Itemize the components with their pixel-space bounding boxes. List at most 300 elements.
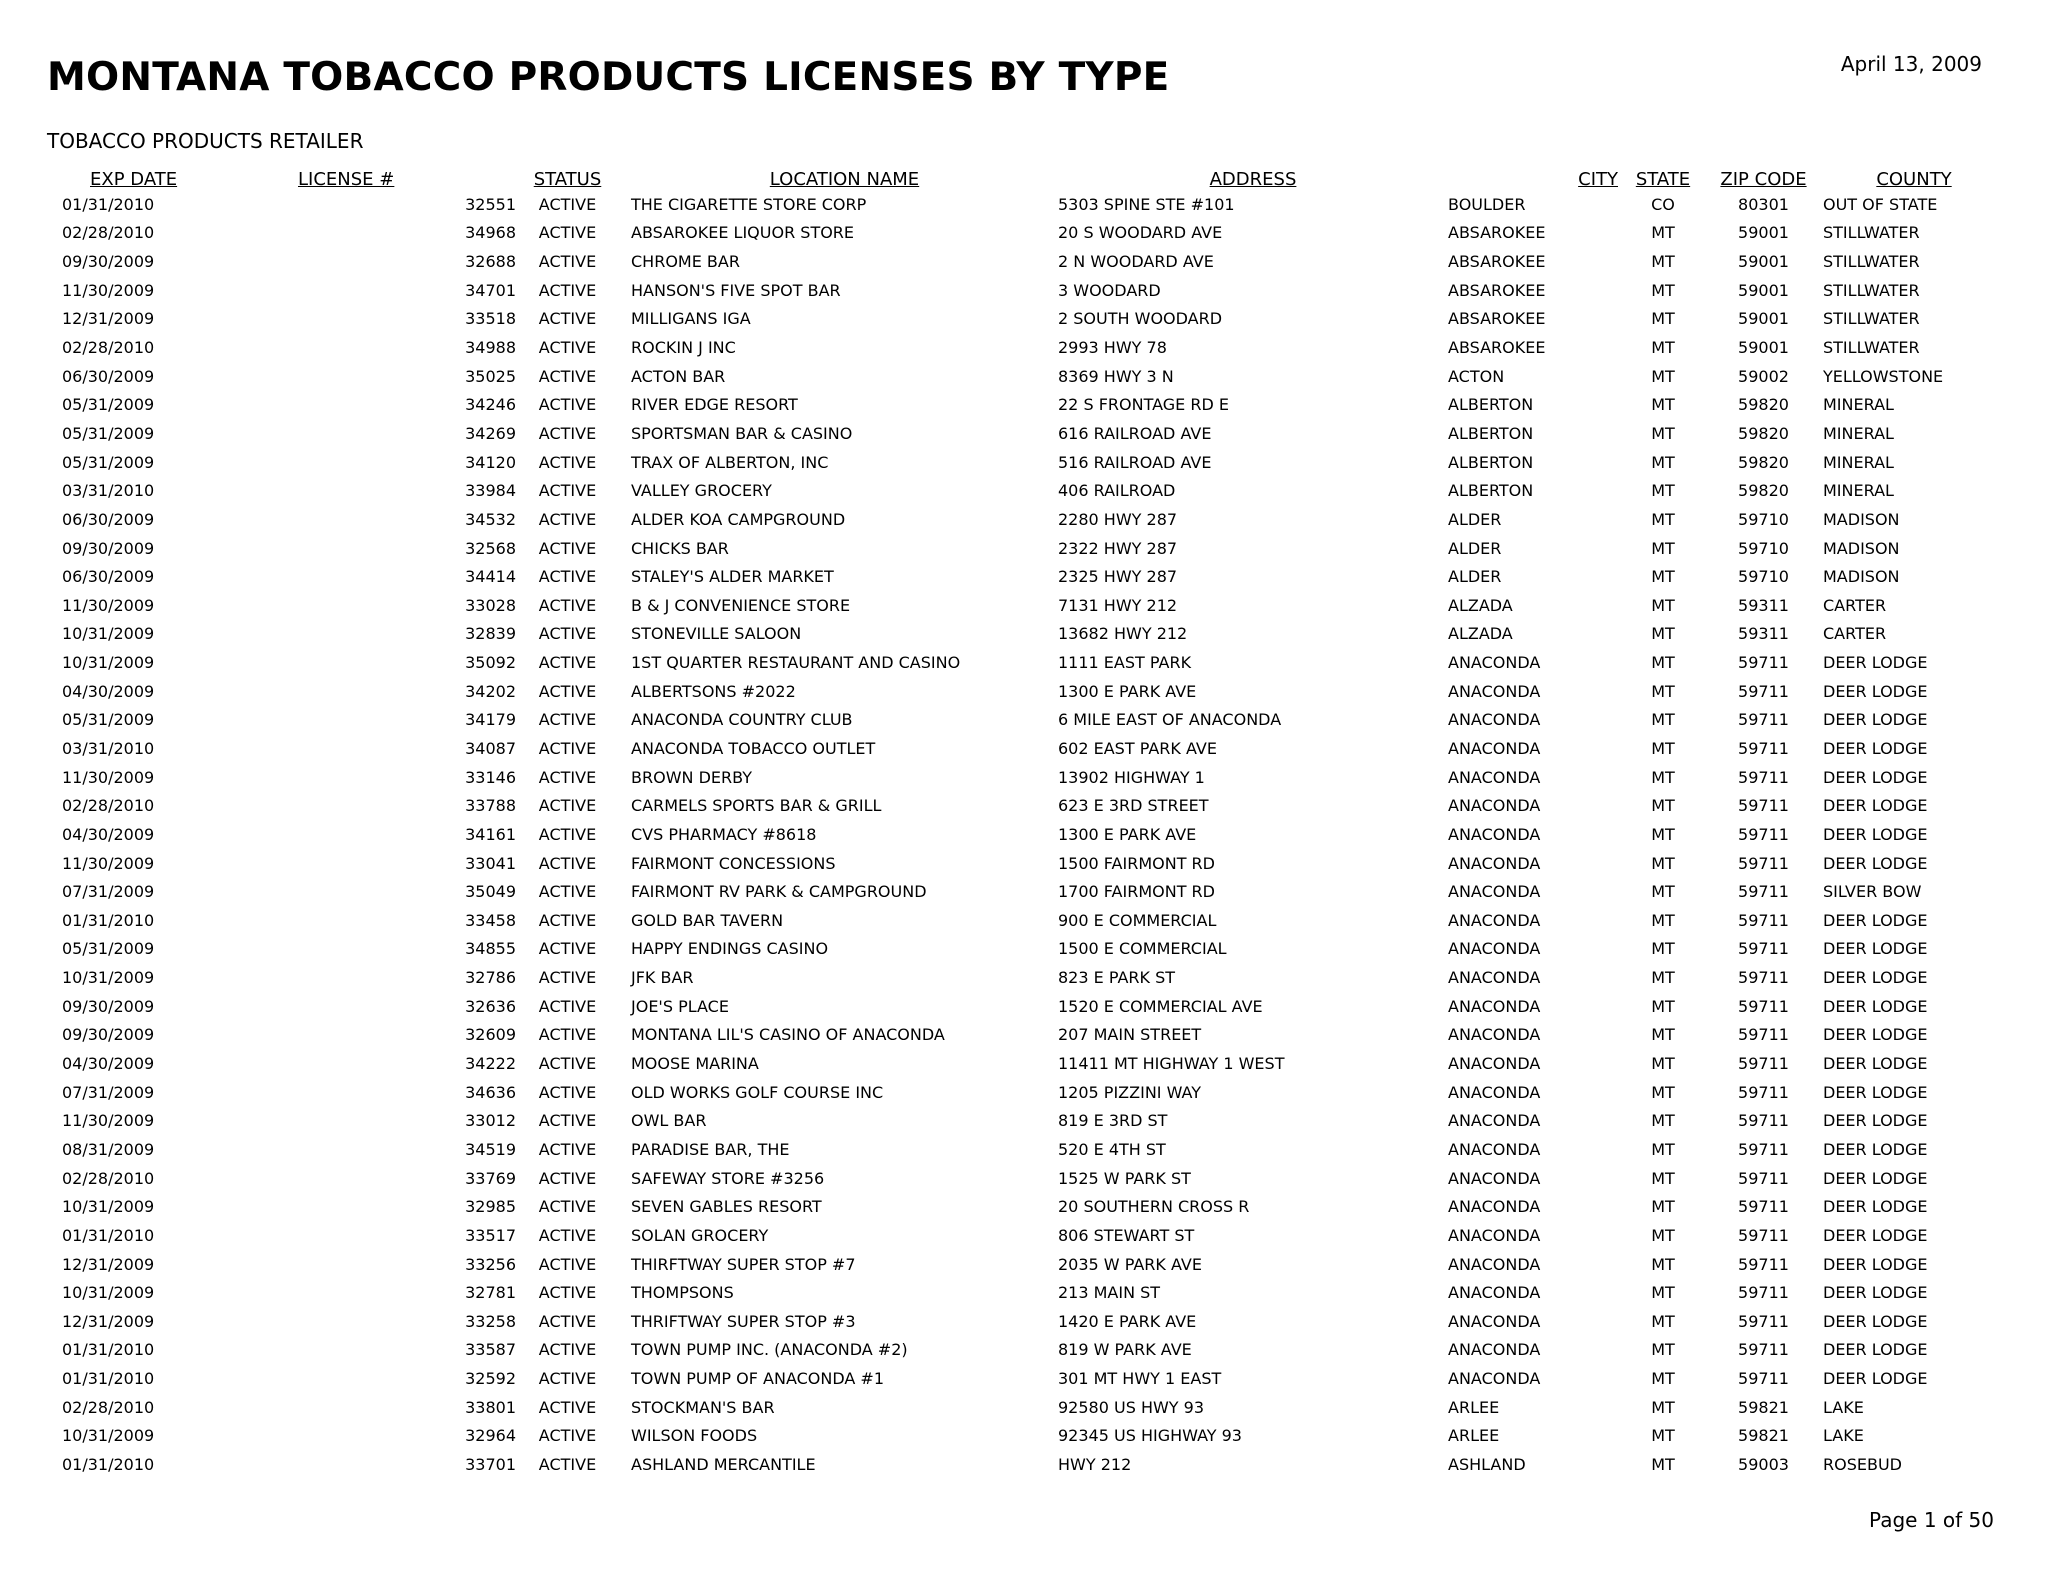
location-name-cell: BROWN DERBY xyxy=(631,767,752,787)
state-cell: MT xyxy=(1651,910,1675,930)
county-cell: DEER LODGE xyxy=(1823,1225,1928,1245)
state-cell: MT xyxy=(1651,223,1675,243)
license-cell: 33769 xyxy=(465,1168,516,1188)
address-cell: 1111 EAST PARK xyxy=(1058,653,1192,673)
status-cell: ACTIVE xyxy=(538,767,597,787)
zip-code-cell: 59821 xyxy=(1738,1397,1789,1417)
county-cell: MINERAL xyxy=(1823,452,1894,472)
status-cell: ACTIVE xyxy=(538,1197,597,1217)
zip-code-cell: 59001 xyxy=(1738,252,1789,272)
city-cell: ALZADA xyxy=(1448,624,1513,644)
address-cell: 2993 HWY 78 xyxy=(1058,338,1167,358)
table-row xyxy=(45,1221,2005,1250)
address-cell: 1420 E PARK AVE xyxy=(1058,1311,1197,1331)
exp-date-cell: 06/30/2009 xyxy=(62,509,155,529)
exp-date-cell: 10/31/2009 xyxy=(62,968,155,988)
table-row xyxy=(45,505,2005,534)
state-cell: MT xyxy=(1651,1054,1675,1074)
city-cell: ANACONDA xyxy=(1448,738,1541,758)
license-cell: 34701 xyxy=(465,280,516,300)
zip-code-cell: 59001 xyxy=(1738,223,1789,243)
location-name-cell: GOLD BAR TAVERN xyxy=(631,910,784,930)
column-header-zip-code: ZIP CODE xyxy=(1720,169,1807,190)
table-row xyxy=(45,1135,2005,1164)
zip-code-cell: 59711 xyxy=(1738,824,1789,844)
column-header-status: STATUS xyxy=(533,169,602,190)
city-cell: ABSAROKEE xyxy=(1448,309,1546,329)
page-title: MONTANA TOBACCO PRODUCTS LICENSES BY TYPE xyxy=(47,55,1170,100)
status-cell: ACTIVE xyxy=(538,252,597,272)
exp-date-cell: 10/31/2009 xyxy=(62,653,155,673)
status-cell: ACTIVE xyxy=(538,1054,597,1074)
state-cell: MT xyxy=(1651,653,1675,673)
status-cell: ACTIVE xyxy=(538,1455,597,1474)
license-cell: 32781 xyxy=(465,1283,516,1303)
exp-date-cell: 02/28/2010 xyxy=(62,1168,155,1188)
license-cell: 33518 xyxy=(465,309,516,329)
county-cell: MINERAL xyxy=(1823,395,1894,415)
status-cell: ACTIVE xyxy=(538,853,597,873)
county-cell: DEER LODGE xyxy=(1823,1254,1928,1274)
address-cell: 1520 E COMMERCIAL AVE xyxy=(1058,996,1263,1016)
location-name-cell: ANACONDA TOBACCO OUTLET xyxy=(631,738,876,758)
exp-date-cell: 05/31/2009 xyxy=(62,939,155,959)
zip-code-cell: 59711 xyxy=(1738,710,1789,730)
state-cell: MT xyxy=(1651,1283,1675,1303)
zip-code-cell: 59711 xyxy=(1738,1025,1789,1045)
address-cell: 2035 W PARK AVE xyxy=(1058,1254,1202,1274)
zip-code-cell: 59711 xyxy=(1738,1369,1789,1389)
zip-code-cell: 59003 xyxy=(1738,1455,1789,1474)
county-cell: STILLWATER xyxy=(1823,252,1920,272)
licenses-table xyxy=(45,164,2005,1479)
table-row xyxy=(45,1422,2005,1451)
state-cell: MT xyxy=(1651,595,1675,615)
license-cell: 34988 xyxy=(465,338,516,358)
zip-code-cell: 59820 xyxy=(1738,423,1789,443)
address-cell: 92345 US HIGHWAY 93 xyxy=(1058,1426,1242,1446)
exp-date-cell: 03/31/2010 xyxy=(62,481,155,501)
county-cell: DEER LODGE xyxy=(1823,1139,1928,1159)
county-cell: DEER LODGE xyxy=(1823,767,1928,787)
location-name-cell: PARADISE BAR, THE xyxy=(631,1139,790,1159)
city-cell: ANACONDA xyxy=(1448,1254,1541,1274)
exp-date-cell: 02/28/2010 xyxy=(62,1397,155,1417)
zip-code-cell: 59711 xyxy=(1738,653,1789,673)
exp-date-cell: 09/30/2009 xyxy=(62,538,155,558)
location-name-cell: HAPPY ENDINGS CASINO xyxy=(631,939,829,959)
status-cell: ACTIVE xyxy=(538,1025,597,1045)
status-cell: ACTIVE xyxy=(538,968,597,988)
state-cell: MT xyxy=(1651,538,1675,558)
column-header-exp-date: EXP DATE xyxy=(90,169,178,190)
state-cell: MT xyxy=(1651,738,1675,758)
address-cell: 819 W PARK AVE xyxy=(1058,1340,1192,1360)
location-name-cell: SAFEWAY STORE #3256 xyxy=(631,1168,825,1188)
county-cell: STILLWATER xyxy=(1823,223,1920,243)
city-cell: ANACONDA xyxy=(1448,1225,1541,1245)
city-cell: ANACONDA xyxy=(1448,796,1541,816)
exp-date-cell: 07/31/2009 xyxy=(62,882,155,902)
address-cell: 819 E 3RD ST xyxy=(1058,1111,1168,1131)
status-cell: ACTIVE xyxy=(538,423,597,443)
location-name-cell: THRIFTWAY SUPER STOP #3 xyxy=(631,1311,856,1331)
address-cell: 213 MAIN ST xyxy=(1058,1283,1161,1303)
state-cell: MT xyxy=(1651,1139,1675,1159)
address-cell: 1500 FAIRMONT RD xyxy=(1058,853,1215,873)
status-cell: ACTIVE xyxy=(538,624,597,644)
license-cell: 33517 xyxy=(465,1225,516,1245)
license-cell: 32688 xyxy=(465,252,516,272)
county-cell: MINERAL xyxy=(1823,481,1894,501)
address-cell: 8369 HWY 3 N xyxy=(1058,366,1174,386)
column-header-state: STATE xyxy=(1635,169,1691,190)
location-name-cell: TRAX OF ALBERTON, INC xyxy=(631,452,829,472)
location-name-cell: CHROME BAR xyxy=(631,252,740,272)
location-name-cell: OLD WORKS GOLF COURSE INC xyxy=(631,1082,884,1102)
license-cell: 34519 xyxy=(465,1139,516,1159)
location-name-cell: ALBERTSONS #2022 xyxy=(631,681,796,701)
city-cell: ALZADA xyxy=(1448,595,1513,615)
location-name-cell: ANACONDA COUNTRY CLUB xyxy=(631,710,853,730)
city-cell: ANACONDA xyxy=(1448,1025,1541,1045)
state-cell: MT xyxy=(1651,1111,1675,1131)
location-name-cell: SOLAN GROCERY xyxy=(631,1225,769,1245)
exp-date-cell: 11/30/2009 xyxy=(62,767,155,787)
state-cell: MT xyxy=(1651,824,1675,844)
exp-date-cell: 11/30/2009 xyxy=(62,853,155,873)
table-row xyxy=(45,620,2005,649)
state-cell: MT xyxy=(1651,1225,1675,1245)
zip-code-cell: 59820 xyxy=(1738,452,1789,472)
license-cell: 33028 xyxy=(465,595,516,615)
county-cell: SILVER BOW xyxy=(1823,882,1922,902)
license-cell: 34161 xyxy=(465,824,516,844)
exp-date-cell: 10/31/2009 xyxy=(62,1283,155,1303)
exp-date-cell: 01/31/2010 xyxy=(62,194,155,214)
address-cell: 3 WOODARD xyxy=(1058,280,1161,300)
license-cell: 34414 xyxy=(465,567,516,587)
county-cell: MADISON xyxy=(1823,567,1900,587)
license-cell: 34202 xyxy=(465,681,516,701)
county-cell: ROSEBUD xyxy=(1823,1455,1902,1474)
zip-code-cell: 59710 xyxy=(1738,509,1789,529)
address-cell: 2280 HWY 287 xyxy=(1058,509,1178,529)
table-row xyxy=(45,706,2005,735)
status-cell: ACTIVE xyxy=(538,1369,597,1389)
county-cell: STILLWATER xyxy=(1823,280,1920,300)
state-cell: MT xyxy=(1651,252,1675,272)
table-row xyxy=(45,648,2005,677)
status-cell: ACTIVE xyxy=(538,309,597,329)
state-cell: MT xyxy=(1651,796,1675,816)
state-cell: MT xyxy=(1651,1082,1675,1102)
zip-code-cell: 59711 xyxy=(1738,1197,1789,1217)
city-cell: ALBERTON xyxy=(1448,452,1534,472)
exp-date-cell: 06/30/2009 xyxy=(62,567,155,587)
exp-date-cell: 05/31/2009 xyxy=(62,452,155,472)
state-cell: MT xyxy=(1651,280,1675,300)
status-cell: ACTIVE xyxy=(538,595,597,615)
location-name-cell: ROCKIN J INC xyxy=(631,338,736,358)
status-cell: ACTIVE xyxy=(538,1082,597,1102)
zip-code-cell: 59711 xyxy=(1738,910,1789,930)
location-name-cell: 1ST QUARTER RESTAURANT AND CASINO xyxy=(631,653,961,673)
city-cell: ANACONDA xyxy=(1448,882,1541,902)
license-cell: 34855 xyxy=(465,939,516,959)
license-cell: 35049 xyxy=(465,882,516,902)
status-cell: ACTIVE xyxy=(538,939,597,959)
license-cell: 33587 xyxy=(465,1340,516,1360)
city-cell: ANACONDA xyxy=(1448,1369,1541,1389)
location-name-cell: THOMPSONS xyxy=(631,1283,734,1303)
license-cell: 32786 xyxy=(465,968,516,988)
county-cell: DEER LODGE xyxy=(1823,738,1928,758)
license-cell: 32592 xyxy=(465,1369,516,1389)
county-cell: YELLOWSTONE xyxy=(1823,366,1944,386)
table-row xyxy=(45,1192,2005,1221)
status-cell: ACTIVE xyxy=(538,1139,597,1159)
state-cell: MT xyxy=(1651,1311,1675,1331)
zip-code-cell: 59820 xyxy=(1738,481,1789,501)
state-cell: MT xyxy=(1651,882,1675,902)
county-cell: CARTER xyxy=(1823,624,1887,644)
city-cell: ANACONDA xyxy=(1448,1311,1541,1331)
zip-code-cell: 59001 xyxy=(1738,280,1789,300)
county-cell: DEER LODGE xyxy=(1823,1025,1928,1045)
state-cell: MT xyxy=(1651,939,1675,959)
license-cell: 34222 xyxy=(465,1054,516,1074)
license-cell: 34269 xyxy=(465,423,516,443)
table-row xyxy=(45,276,2005,305)
column-header-location-name: LOCATION NAME xyxy=(769,169,920,190)
exp-date-cell: 01/31/2010 xyxy=(62,1340,155,1360)
exp-date-cell: 01/31/2010 xyxy=(62,1225,155,1245)
license-cell: 34087 xyxy=(465,738,516,758)
location-name-cell: THE CIGARETTE STORE CORP xyxy=(631,194,867,214)
address-cell: HWY 212 xyxy=(1058,1455,1132,1474)
zip-code-cell: 59711 xyxy=(1738,1082,1789,1102)
exp-date-cell: 02/28/2010 xyxy=(62,796,155,816)
address-cell: 1300 E PARK AVE xyxy=(1058,824,1197,844)
state-cell: MT xyxy=(1651,366,1675,386)
status-cell: ACTIVE xyxy=(538,366,597,386)
address-cell: 22 S FRONTAGE RD E xyxy=(1058,395,1229,415)
license-cell: 32964 xyxy=(465,1426,516,1446)
zip-code-cell: 59711 xyxy=(1738,1168,1789,1188)
table-row xyxy=(45,390,2005,419)
license-cell: 33984 xyxy=(465,481,516,501)
county-cell: DEER LODGE xyxy=(1823,1054,1928,1074)
county-cell: DEER LODGE xyxy=(1823,910,1928,930)
state-cell: MT xyxy=(1651,309,1675,329)
license-cell: 33012 xyxy=(465,1111,516,1131)
address-cell: 1700 FAIRMONT RD xyxy=(1058,882,1215,902)
table-row xyxy=(45,1164,2005,1193)
status-cell: ACTIVE xyxy=(538,338,597,358)
location-name-cell: TOWN PUMP OF ANACONDA #1 xyxy=(631,1369,884,1389)
status-cell: ACTIVE xyxy=(538,509,597,529)
city-cell: ANACONDA xyxy=(1448,681,1541,701)
table-row xyxy=(45,562,2005,591)
location-name-cell: ABSAROKEE LIQUOR STORE xyxy=(631,223,855,243)
address-cell: 823 E PARK ST xyxy=(1058,968,1176,988)
state-cell: CO xyxy=(1651,194,1675,214)
column-header-license: LICENSE # xyxy=(298,169,395,190)
status-cell: ACTIVE xyxy=(538,1340,597,1360)
status-cell: ACTIVE xyxy=(538,681,597,701)
zip-code-cell: 59711 xyxy=(1738,1139,1789,1159)
city-cell: ANACONDA xyxy=(1448,1082,1541,1102)
city-cell: ANACONDA xyxy=(1448,710,1541,730)
zip-code-cell: 59821 xyxy=(1738,1426,1789,1446)
city-cell: ANACONDA xyxy=(1448,1197,1541,1217)
county-cell: STILLWATER xyxy=(1823,309,1920,329)
city-cell: ANACONDA xyxy=(1448,767,1541,787)
city-cell: ALBERTON xyxy=(1448,423,1534,443)
city-cell: ASHLAND xyxy=(1448,1455,1526,1474)
city-cell: ANACONDA xyxy=(1448,1054,1541,1074)
exp-date-cell: 12/31/2009 xyxy=(62,309,155,329)
exp-date-cell: 02/28/2010 xyxy=(62,338,155,358)
status-cell: ACTIVE xyxy=(538,882,597,902)
zip-code-cell: 59711 xyxy=(1738,939,1789,959)
county-cell: DEER LODGE xyxy=(1823,710,1928,730)
state-cell: MT xyxy=(1651,1197,1675,1217)
status-cell: ACTIVE xyxy=(538,538,597,558)
license-cell: 33041 xyxy=(465,853,516,873)
status-cell: ACTIVE xyxy=(538,1254,597,1274)
address-cell: 20 SOUTHERN CROSS R xyxy=(1058,1197,1250,1217)
license-cell: 33258 xyxy=(465,1311,516,1331)
status-cell: ACTIVE xyxy=(538,280,597,300)
license-cell: 33788 xyxy=(465,796,516,816)
address-cell: 520 E 4TH ST xyxy=(1058,1139,1166,1159)
exp-date-cell: 12/31/2009 xyxy=(62,1311,155,1331)
state-cell: MT xyxy=(1651,1369,1675,1389)
location-name-cell: FAIRMONT CONCESSIONS xyxy=(631,853,836,873)
license-cell: 35092 xyxy=(465,653,516,673)
table-row xyxy=(45,1278,2005,1307)
county-cell: OUT OF STATE xyxy=(1823,194,1938,214)
county-cell: MADISON xyxy=(1823,509,1900,529)
location-name-cell: STALEY'S ALDER MARKET xyxy=(631,567,834,587)
state-cell: MT xyxy=(1651,996,1675,1016)
address-cell: 11411 MT HIGHWAY 1 WEST xyxy=(1058,1054,1285,1074)
license-cell: 33256 xyxy=(465,1254,516,1274)
exp-date-cell: 11/30/2009 xyxy=(62,1111,155,1131)
address-cell: 516 RAILROAD AVE xyxy=(1058,452,1212,472)
state-cell: MT xyxy=(1651,1426,1675,1446)
license-cell: 34120 xyxy=(465,452,516,472)
location-name-cell: B & J CONVENIENCE STORE xyxy=(631,595,851,615)
location-name-cell: FAIRMONT RV PARK & CAMPGROUND xyxy=(631,882,927,902)
county-cell: DEER LODGE xyxy=(1823,853,1928,873)
state-cell: MT xyxy=(1651,338,1675,358)
table-row xyxy=(45,963,2005,992)
address-cell: 1205 PIZZINI WAY xyxy=(1058,1082,1202,1102)
location-name-cell: RIVER EDGE RESORT xyxy=(631,395,798,415)
county-cell: DEER LODGE xyxy=(1823,939,1928,959)
status-cell: ACTIVE xyxy=(538,223,597,243)
table-row xyxy=(45,1307,2005,1336)
exp-date-cell: 05/31/2009 xyxy=(62,423,155,443)
city-cell: ANACONDA xyxy=(1448,853,1541,873)
column-header-city: CITY xyxy=(1578,169,1618,190)
zip-code-cell: 59710 xyxy=(1738,567,1789,587)
address-cell: 5303 SPINE STE #101 xyxy=(1058,194,1235,214)
location-name-cell: OWL BAR xyxy=(631,1111,707,1131)
license-cell: 32839 xyxy=(465,624,516,644)
table-row xyxy=(45,734,2005,763)
city-cell: ALBERTON xyxy=(1448,481,1534,501)
city-cell: ALBERTON xyxy=(1448,395,1534,415)
license-cell: 34636 xyxy=(465,1082,516,1102)
state-cell: MT xyxy=(1651,710,1675,730)
state-cell: MT xyxy=(1651,567,1675,587)
address-cell: 2325 HWY 287 xyxy=(1058,567,1178,587)
county-cell: CARTER xyxy=(1823,595,1887,615)
address-cell: 1525 W PARK ST xyxy=(1058,1168,1191,1188)
table-row xyxy=(45,1393,2005,1422)
table-row xyxy=(45,1049,2005,1078)
location-name-cell: CVS PHARMACY #8618 xyxy=(631,824,817,844)
table-header-row xyxy=(45,164,2005,190)
zip-code-cell: 59311 xyxy=(1738,595,1789,615)
address-cell: 806 STEWART ST xyxy=(1058,1225,1195,1245)
county-cell: DEER LODGE xyxy=(1823,1340,1928,1360)
license-cell: 32551 xyxy=(465,194,516,214)
state-cell: MT xyxy=(1651,509,1675,529)
exp-date-cell: 12/31/2009 xyxy=(62,1254,155,1274)
report-date: April 13, 2009 xyxy=(1840,52,1982,76)
zip-code-cell: 59002 xyxy=(1738,366,1789,386)
location-name-cell: CHICKS BAR xyxy=(631,538,729,558)
location-name-cell: MILLIGANS IGA xyxy=(631,309,751,329)
zip-code-cell: 59820 xyxy=(1738,395,1789,415)
zip-code-cell: 59711 xyxy=(1738,738,1789,758)
zip-code-cell: 59001 xyxy=(1738,338,1789,358)
zip-code-cell: 59711 xyxy=(1738,1111,1789,1131)
county-cell: DEER LODGE xyxy=(1823,968,1928,988)
location-name-cell: JFK BAR xyxy=(631,968,694,988)
county-cell: DEER LODGE xyxy=(1823,796,1928,816)
state-cell: MT xyxy=(1651,481,1675,501)
table-row xyxy=(45,992,2005,1021)
table-row xyxy=(45,677,2005,706)
status-cell: ACTIVE xyxy=(538,1225,597,1245)
table-row xyxy=(45,1250,2005,1279)
address-cell: 7131 HWY 212 xyxy=(1058,595,1178,615)
address-cell: 207 MAIN STREET xyxy=(1058,1025,1202,1045)
address-cell: 2322 HWY 287 xyxy=(1058,538,1178,558)
exp-date-cell: 01/31/2010 xyxy=(62,910,155,930)
state-cell: MT xyxy=(1651,452,1675,472)
column-header-address: ADDRESS xyxy=(1209,169,1297,190)
license-cell: 34532 xyxy=(465,509,516,529)
county-cell: DEER LODGE xyxy=(1823,1369,1928,1389)
status-cell: ACTIVE xyxy=(538,738,597,758)
county-cell: DEER LODGE xyxy=(1823,1082,1928,1102)
city-cell: ANACONDA xyxy=(1448,1111,1541,1131)
location-name-cell: SEVEN GABLES RESORT xyxy=(631,1197,822,1217)
county-cell: DEER LODGE xyxy=(1823,653,1928,673)
location-name-cell: HANSON'S FIVE SPOT BAR xyxy=(631,280,841,300)
table-row xyxy=(45,1021,2005,1050)
location-name-cell: ASHLAND MERCANTILE xyxy=(631,1455,816,1474)
exp-date-cell: 06/30/2009 xyxy=(62,366,155,386)
zip-code-cell: 59711 xyxy=(1738,1311,1789,1331)
